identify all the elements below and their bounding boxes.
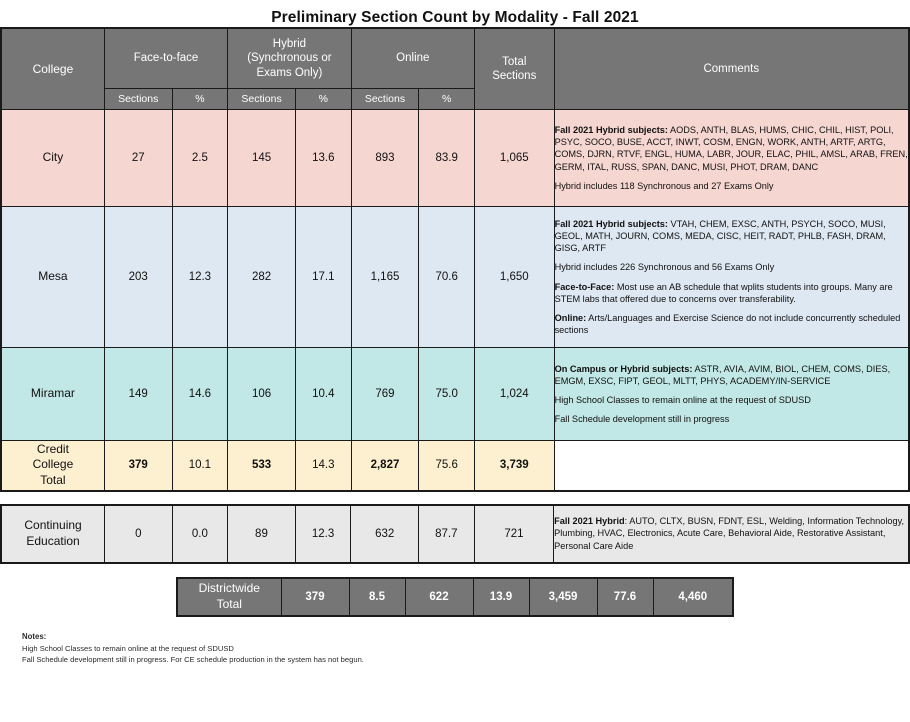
page-title: Preliminary Section Count by Modality - Fall 2021	[271, 9, 639, 26]
miramar-online-sections: 769	[351, 348, 419, 441]
col-header-online: Online	[351, 28, 474, 89]
table-row-city	[1, 110, 909, 207]
table-row-districtwide-total	[177, 578, 733, 616]
subheader-online-percent: %	[419, 89, 475, 110]
col-header-hybrid	[228, 28, 351, 89]
comment-paragraph: Online: Arts/Languages and Exercise Science do not include concurrently scheduled sections	[554, 312, 901, 335]
table-gap-2	[0, 564, 910, 577]
col-header-total-sections	[474, 28, 554, 110]
comment-paragraph: Hybrid includes 118 Synchronous and 27 Exams Only	[554, 180, 774, 191]
credit-total-hybrid-sections: 533	[228, 441, 296, 491]
city-online-percent: 83.9	[419, 110, 475, 207]
comment-label: Fall 2021 Hybrid	[554, 516, 625, 527]
credit-total-online-percent: 75.6	[419, 441, 475, 491]
city-total-sections: 1,065	[474, 110, 554, 207]
table-body	[1, 110, 909, 491]
city-f2f-percent: 2.5	[172, 110, 228, 207]
district-hybrid-percent: 13.9	[473, 578, 529, 616]
notes-block	[22, 631, 910, 667]
table-row-credit-college-total	[1, 441, 909, 491]
miramar-online-percent: 75.0	[419, 348, 475, 441]
mesa-comments	[554, 207, 909, 348]
mesa-f2f-sections: 203	[104, 207, 172, 348]
comment-paragraph: Face-to-Face: Most use an AB schedule that wplits students into groups. Many are STEM labs that offered due to concerns over transferability.	[554, 281, 893, 304]
row-label-continuing-education	[1, 505, 105, 563]
miramar-hybrid-percent: 10.4	[295, 348, 351, 441]
comment-paragraph: Fall 2021 Hybrid subjects: AODS, ANTH, BLAS, HUMS, CHIC, CHIL, HIST, POLI, PSYC, SOCO, BUSE, ACCT, INWT, COSM, ENGN, WORK, ANTH, ARTF, ARTG, COMS, DJRN, RTVF, ENGL, HUMA, LABR, JOUR, ELAC, PHIL, AMSL, ARAB, FREN, GERM, ITAL, RUSS, SPAN, DANC, MUSI, PHOT, DRAM, DANC	[554, 125, 908, 172]
comment-paragraph: Fall 2021 Hybrid: AUTO, CLTX, BUSN, FDNT, ESL, Welding, Information Technology, Plumbing, HVAC, Electronics, Acute Care, Behavioral Aide, Restorative Assistant, Personal Care Aide	[554, 516, 905, 551]
miramar-f2f-percent: 14.6	[172, 348, 228, 441]
credit-total-hybrid-percent: 14.3	[295, 441, 351, 491]
subheader-hybrid-percent: %	[295, 89, 351, 110]
ce-online-percent: 87.7	[418, 505, 474, 563]
district-f2f-sections: 379	[281, 578, 349, 616]
ce-f2f-sections: 0	[105, 505, 172, 563]
credit-total-online-sections: 2,827	[351, 441, 419, 491]
hybrid-header-line-1: Hybrid	[272, 38, 307, 51]
table-gap-1	[0, 492, 910, 504]
ce-label-line-1: Continuing	[24, 517, 82, 532]
comment-label: Face-to-Face:	[554, 281, 615, 292]
district-f2f-percent: 8.5	[349, 578, 405, 616]
district-hybrid-sections: 622	[405, 578, 473, 616]
mesa-hybrid-percent: 17.1	[295, 207, 351, 348]
ce-f2f-percent: 0.0	[172, 505, 228, 563]
mesa-f2f-percent: 12.3	[172, 207, 228, 348]
ce-label-line-2: Education	[26, 533, 80, 548]
mesa-online-sections: 1,165	[351, 207, 419, 348]
miramar-total-sections: 1,024	[474, 348, 554, 441]
row-label-mesa: Mesa	[1, 207, 104, 348]
credit-total-line-3: Total	[40, 473, 66, 488]
table-row-continuing-education	[1, 505, 909, 563]
col-header-college: College	[1, 28, 104, 110]
credit-total-f2f-percent: 10.1	[172, 441, 228, 491]
subheader-hybrid-sections: Sections	[228, 89, 296, 110]
table-row-miramar	[1, 348, 909, 441]
row-label-miramar: Miramar	[1, 348, 104, 441]
col-header-comments: Comments	[554, 28, 909, 110]
comment-paragraph: Hybrid includes 226 Synchronous and 56 Exams Only	[554, 262, 775, 273]
comment-label: Online:	[554, 312, 587, 323]
comment-paragraph: On Campus or Hybrid subjects: ASTR, AVIA, AVIM, BIOL, CHEM, COMS, DIES, EMGM, EXSC, FIPT, GEOL, MLTT, PHYS, ACADEMY/IN-SERVICE	[554, 363, 891, 386]
hybrid-header-line-3: Exams Only)	[256, 66, 323, 79]
credit-total-line-1: Credit	[36, 441, 69, 456]
comment-paragraph: Fall Schedule development still in progress	[554, 414, 730, 425]
ce-hybrid-percent: 12.3	[295, 505, 351, 563]
ce-online-sections: 632	[351, 505, 419, 563]
subheader-online-sections: Sections	[351, 89, 419, 110]
credit-total-line-2: College	[32, 457, 74, 472]
district-online-percent: 77.6	[597, 578, 653, 616]
mesa-online-percent: 70.6	[419, 207, 475, 348]
subheader-f2f-percent: %	[172, 89, 228, 110]
row-label-credit-college-total	[1, 441, 104, 491]
comment-paragraph: High School Classes to remain online at the request of SDUSD	[554, 395, 811, 405]
city-comments	[554, 110, 909, 207]
notes-title: Notes:	[22, 631, 47, 641]
city-hybrid-percent: 13.6	[295, 110, 351, 207]
subheader-f2f-sections: Sections	[104, 89, 172, 110]
miramar-comments	[554, 348, 909, 441]
section-count-table	[0, 27, 910, 492]
credit-total-f2f-sections: 379	[104, 441, 172, 491]
city-f2f-sections: 27	[104, 110, 172, 207]
district-label-line-2: Total	[216, 596, 242, 611]
city-online-sections: 893	[351, 110, 419, 207]
comment-label: On Campus or Hybrid subjects:	[554, 363, 693, 374]
comment-label: Fall 2021 Hybrid subjects:	[554, 125, 668, 136]
note-line-1: High School Classes to remain online at the request of SDUSD	[22, 643, 234, 653]
district-online-sections: 3,459	[529, 578, 597, 616]
district-total-sections: 4,460	[653, 578, 733, 616]
total-sections-line-2: Sections	[492, 70, 537, 82]
mesa-total-sections: 1,650	[474, 207, 554, 348]
ce-hybrid-sections: 89	[228, 505, 296, 563]
table-header	[1, 28, 909, 110]
ce-total-sections: 721	[474, 505, 553, 563]
district-label-line-1: Districtwide	[198, 580, 260, 595]
comment-paragraph: Fall 2021 Hybrid subjects: VTAH, CHEM, EXSC, ANTH, PSYCH, SOCO, MUSI, GEOL, MATH, JOURN, COMS, MEDA, CISC, HEIT, RADT, PHLB, FASH, DRAM, GISG, ARTF	[554, 218, 886, 254]
credit-total-total-sections: 3,739	[474, 441, 554, 491]
miramar-hybrid-sections: 106	[228, 348, 296, 441]
total-sections-line-1: Total	[502, 55, 527, 68]
table-row-mesa	[1, 207, 909, 348]
hybrid-header-line-2: (Synchronous or	[247, 52, 332, 65]
miramar-f2f-sections: 149	[104, 348, 172, 441]
city-hybrid-sections: 145	[228, 110, 296, 207]
mesa-hybrid-sections: 282	[228, 207, 296, 348]
row-label-city: City	[1, 110, 104, 207]
continuing-education-table	[0, 504, 910, 564]
districtwide-total-table	[176, 577, 734, 617]
note-line-2: Fall Schedule development still in progress. For CE schedule production in the system has not begun.	[22, 655, 364, 665]
col-header-face-to-face: Face-to-face	[104, 28, 227, 89]
comment-label: Fall 2021 Hybrid subjects:	[554, 218, 668, 229]
row-label-districtwide-total	[177, 578, 281, 616]
ce-comments	[554, 505, 909, 563]
